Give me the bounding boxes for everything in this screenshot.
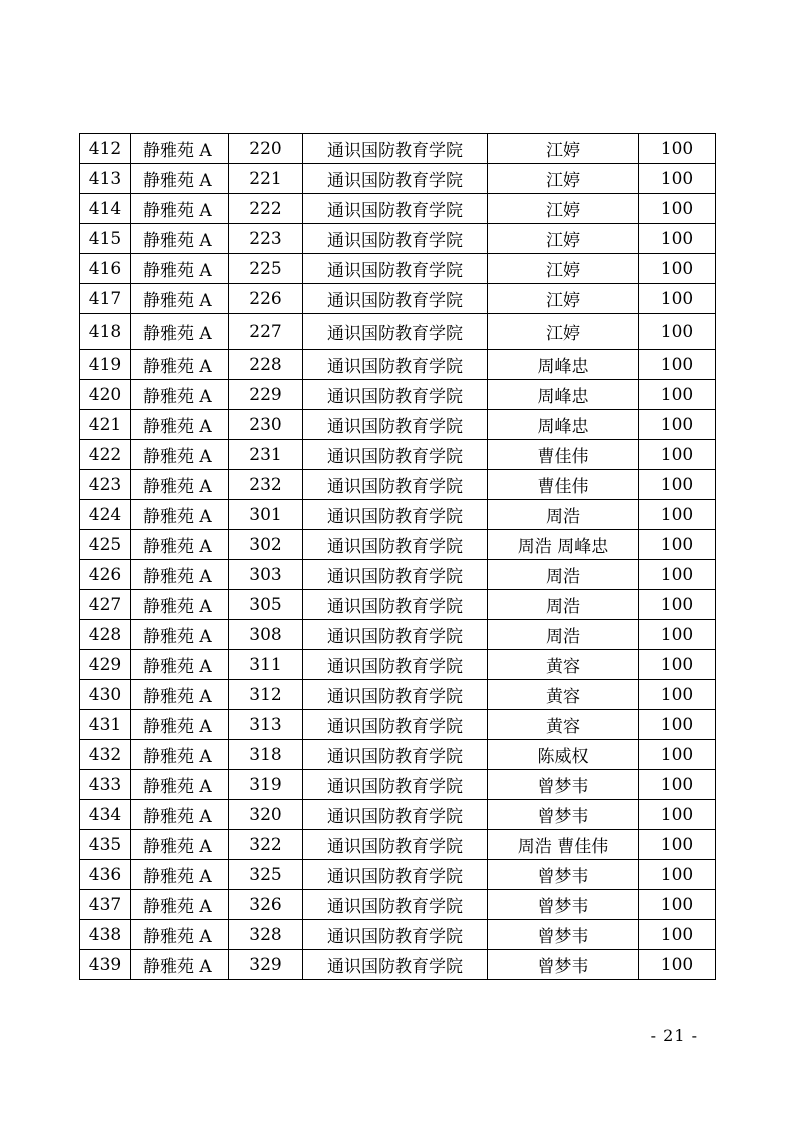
- row-number: 424: [80, 500, 131, 530]
- table-row: [80, 950, 716, 980]
- person-cell: 江婷: [488, 314, 639, 350]
- college-cell: 通识国防教育学院: [303, 350, 488, 380]
- row-number: 421: [80, 410, 131, 440]
- person-cell: 江婷: [488, 224, 639, 254]
- building-cell: 静雅苑 A: [131, 590, 229, 620]
- table-row: [80, 680, 716, 710]
- college-cell: 通识国防教育学院: [303, 860, 488, 890]
- table-row: [80, 710, 716, 740]
- score-cell: 100: [639, 650, 716, 680]
- score-cell: 100: [639, 770, 716, 800]
- college-cell: 通识国防教育学院: [303, 164, 488, 194]
- college-cell: 通识国防教育学院: [303, 224, 488, 254]
- score-cell: 100: [639, 740, 716, 770]
- building-cell: 静雅苑 A: [131, 740, 229, 770]
- building-cell: 静雅苑 A: [131, 380, 229, 410]
- person-cell: 曾梦韦: [488, 770, 639, 800]
- room-cell: 319: [229, 770, 303, 800]
- college-cell: 通识国防教育学院: [303, 890, 488, 920]
- table-row: [80, 920, 716, 950]
- college-cell: 通识国防教育学院: [303, 950, 488, 980]
- table-row: [80, 590, 716, 620]
- person-cell: 黄容: [488, 680, 639, 710]
- score-cell: 100: [639, 254, 716, 284]
- table-row: [80, 284, 716, 314]
- table-row: [80, 254, 716, 284]
- score-cell: 100: [639, 920, 716, 950]
- row-number: 430: [80, 680, 131, 710]
- building-cell: 静雅苑 A: [131, 920, 229, 950]
- room-cell: 230: [229, 410, 303, 440]
- person-cell: 江婷: [488, 194, 639, 224]
- room-cell: 313: [229, 710, 303, 740]
- room-cell: 226: [229, 284, 303, 314]
- score-cell: 100: [639, 860, 716, 890]
- row-number: 417: [80, 284, 131, 314]
- building-cell: 静雅苑 A: [131, 710, 229, 740]
- score-cell: 100: [639, 284, 716, 314]
- dormitory-score-table: [79, 133, 716, 980]
- room-cell: 329: [229, 950, 303, 980]
- table-row: [80, 350, 716, 380]
- room-cell: 325: [229, 860, 303, 890]
- score-cell: 100: [639, 710, 716, 740]
- building-cell: 静雅苑 A: [131, 950, 229, 980]
- table-row: [80, 164, 716, 194]
- building-cell: 静雅苑 A: [131, 830, 229, 860]
- room-cell: 223: [229, 224, 303, 254]
- row-number: 436: [80, 860, 131, 890]
- building-cell: 静雅苑 A: [131, 194, 229, 224]
- row-number: 437: [80, 890, 131, 920]
- room-cell: 320: [229, 800, 303, 830]
- score-cell: 100: [639, 314, 716, 350]
- score-cell: 100: [639, 890, 716, 920]
- table-row: [80, 134, 716, 164]
- score-cell: 100: [639, 950, 716, 980]
- row-number: 422: [80, 440, 131, 470]
- score-cell: 100: [639, 194, 716, 224]
- room-cell: 322: [229, 830, 303, 860]
- page-number: - 21 -: [650, 1026, 698, 1045]
- college-cell: 通识国防教育学院: [303, 314, 488, 350]
- score-cell: 100: [639, 680, 716, 710]
- building-cell: 静雅苑 A: [131, 284, 229, 314]
- row-number: 420: [80, 380, 131, 410]
- room-cell: 326: [229, 890, 303, 920]
- building-cell: 静雅苑 A: [131, 164, 229, 194]
- building-cell: 静雅苑 A: [131, 560, 229, 590]
- building-cell: 静雅苑 A: [131, 134, 229, 164]
- table-body: [80, 134, 716, 980]
- person-cell: 周浩: [488, 590, 639, 620]
- building-cell: 静雅苑 A: [131, 470, 229, 500]
- room-cell: 312: [229, 680, 303, 710]
- row-number: 413: [80, 164, 131, 194]
- building-cell: 静雅苑 A: [131, 860, 229, 890]
- person-cell: 周浩: [488, 500, 639, 530]
- college-cell: 通识国防教育学院: [303, 134, 488, 164]
- person-cell: 周峰忠: [488, 380, 639, 410]
- row-number: 432: [80, 740, 131, 770]
- table-row: [80, 740, 716, 770]
- table-row: [80, 830, 716, 860]
- room-cell: 328: [229, 920, 303, 950]
- room-cell: 308: [229, 620, 303, 650]
- room-cell: 318: [229, 740, 303, 770]
- score-cell: 100: [639, 530, 716, 560]
- building-cell: 静雅苑 A: [131, 530, 229, 560]
- table-row: [80, 410, 716, 440]
- score-cell: 100: [639, 410, 716, 440]
- row-number: 431: [80, 710, 131, 740]
- building-cell: 静雅苑 A: [131, 770, 229, 800]
- room-cell: 225: [229, 254, 303, 284]
- building-cell: 静雅苑 A: [131, 620, 229, 650]
- college-cell: 通识国防教育学院: [303, 530, 488, 560]
- row-number: 439: [80, 950, 131, 980]
- score-cell: 100: [639, 224, 716, 254]
- person-cell: 陈威权: [488, 740, 639, 770]
- score-cell: 100: [639, 380, 716, 410]
- person-cell: 周浩: [488, 560, 639, 590]
- row-number: 412: [80, 134, 131, 164]
- college-cell: 通识国防教育学院: [303, 680, 488, 710]
- room-cell: 227: [229, 314, 303, 350]
- table-row: [80, 314, 716, 350]
- college-cell: 通识国防教育学院: [303, 800, 488, 830]
- table-row: [80, 620, 716, 650]
- room-cell: 228: [229, 350, 303, 380]
- person-cell: 曹佳伟: [488, 470, 639, 500]
- college-cell: 通识国防教育学院: [303, 710, 488, 740]
- score-cell: 100: [639, 134, 716, 164]
- college-cell: 通识国防教育学院: [303, 440, 488, 470]
- score-cell: 100: [639, 440, 716, 470]
- room-cell: 220: [229, 134, 303, 164]
- row-number: 418: [80, 314, 131, 350]
- room-cell: 229: [229, 380, 303, 410]
- room-cell: 305: [229, 590, 303, 620]
- table-row: [80, 800, 716, 830]
- row-number: 426: [80, 560, 131, 590]
- college-cell: 通识国防教育学院: [303, 470, 488, 500]
- room-cell: 302: [229, 530, 303, 560]
- room-cell: 303: [229, 560, 303, 590]
- person-cell: 周浩: [488, 620, 639, 650]
- score-cell: 100: [639, 590, 716, 620]
- person-cell: 曾梦韦: [488, 950, 639, 980]
- row-number: 425: [80, 530, 131, 560]
- college-cell: 通识国防教育学院: [303, 380, 488, 410]
- building-cell: 静雅苑 A: [131, 254, 229, 284]
- table-row: [80, 224, 716, 254]
- room-cell: 301: [229, 500, 303, 530]
- person-cell: 黄容: [488, 710, 639, 740]
- table-row: [80, 650, 716, 680]
- college-cell: 通识国防教育学院: [303, 830, 488, 860]
- college-cell: 通识国防教育学院: [303, 500, 488, 530]
- row-number: 428: [80, 620, 131, 650]
- score-cell: 100: [639, 470, 716, 500]
- person-cell: 周峰忠: [488, 350, 639, 380]
- person-cell: 曾梦韦: [488, 860, 639, 890]
- building-cell: 静雅苑 A: [131, 680, 229, 710]
- room-cell: 221: [229, 164, 303, 194]
- table-row: [80, 770, 716, 800]
- table-row: [80, 560, 716, 590]
- building-cell: 静雅苑 A: [131, 890, 229, 920]
- table-row: [80, 194, 716, 224]
- building-cell: 静雅苑 A: [131, 800, 229, 830]
- room-cell: 222: [229, 194, 303, 224]
- table-row: [80, 860, 716, 890]
- college-cell: 通识国防教育学院: [303, 410, 488, 440]
- person-cell: 江婷: [488, 164, 639, 194]
- college-cell: 通识国防教育学院: [303, 560, 488, 590]
- college-cell: 通识国防教育学院: [303, 620, 488, 650]
- table-row: [80, 380, 716, 410]
- row-number: 423: [80, 470, 131, 500]
- college-cell: 通识国防教育学院: [303, 590, 488, 620]
- room-cell: 232: [229, 470, 303, 500]
- college-cell: 通识国防教育学院: [303, 194, 488, 224]
- person-cell: 江婷: [488, 134, 639, 164]
- person-cell: 周浩 周峰忠: [488, 530, 639, 560]
- table-row: [80, 890, 716, 920]
- room-cell: 311: [229, 650, 303, 680]
- college-cell: 通识国防教育学院: [303, 740, 488, 770]
- row-number: 414: [80, 194, 131, 224]
- person-cell: 江婷: [488, 284, 639, 314]
- building-cell: 静雅苑 A: [131, 500, 229, 530]
- college-cell: 通识国防教育学院: [303, 284, 488, 314]
- person-cell: 江婷: [488, 254, 639, 284]
- score-cell: 100: [639, 620, 716, 650]
- building-cell: 静雅苑 A: [131, 410, 229, 440]
- room-cell: 231: [229, 440, 303, 470]
- building-cell: 静雅苑 A: [131, 314, 229, 350]
- college-cell: 通识国防教育学院: [303, 920, 488, 950]
- person-cell: 曾梦韦: [488, 800, 639, 830]
- person-cell: 周峰忠: [488, 410, 639, 440]
- row-number: 433: [80, 770, 131, 800]
- college-cell: 通识国防教育学院: [303, 770, 488, 800]
- score-cell: 100: [639, 800, 716, 830]
- college-cell: 通识国防教育学院: [303, 254, 488, 284]
- row-number: 435: [80, 830, 131, 860]
- table-row: [80, 440, 716, 470]
- row-number: 415: [80, 224, 131, 254]
- building-cell: 静雅苑 A: [131, 350, 229, 380]
- row-number: 416: [80, 254, 131, 284]
- table-row: [80, 500, 716, 530]
- row-number: 434: [80, 800, 131, 830]
- person-cell: 曹佳伟: [488, 440, 639, 470]
- score-cell: 100: [639, 500, 716, 530]
- person-cell: 曾梦韦: [488, 890, 639, 920]
- score-cell: 100: [639, 350, 716, 380]
- person-cell: 曾梦韦: [488, 920, 639, 950]
- score-cell: 100: [639, 830, 716, 860]
- row-number: 419: [80, 350, 131, 380]
- person-cell: 周浩 曹佳伟: [488, 830, 639, 860]
- table-row: [80, 470, 716, 500]
- score-cell: 100: [639, 164, 716, 194]
- college-cell: 通识国防教育学院: [303, 650, 488, 680]
- score-cell: 100: [639, 560, 716, 590]
- row-number: 429: [80, 650, 131, 680]
- row-number: 427: [80, 590, 131, 620]
- building-cell: 静雅苑 A: [131, 650, 229, 680]
- building-cell: 静雅苑 A: [131, 224, 229, 254]
- building-cell: 静雅苑 A: [131, 440, 229, 470]
- table-row: [80, 530, 716, 560]
- person-cell: 黄容: [488, 650, 639, 680]
- row-number: 438: [80, 920, 131, 950]
